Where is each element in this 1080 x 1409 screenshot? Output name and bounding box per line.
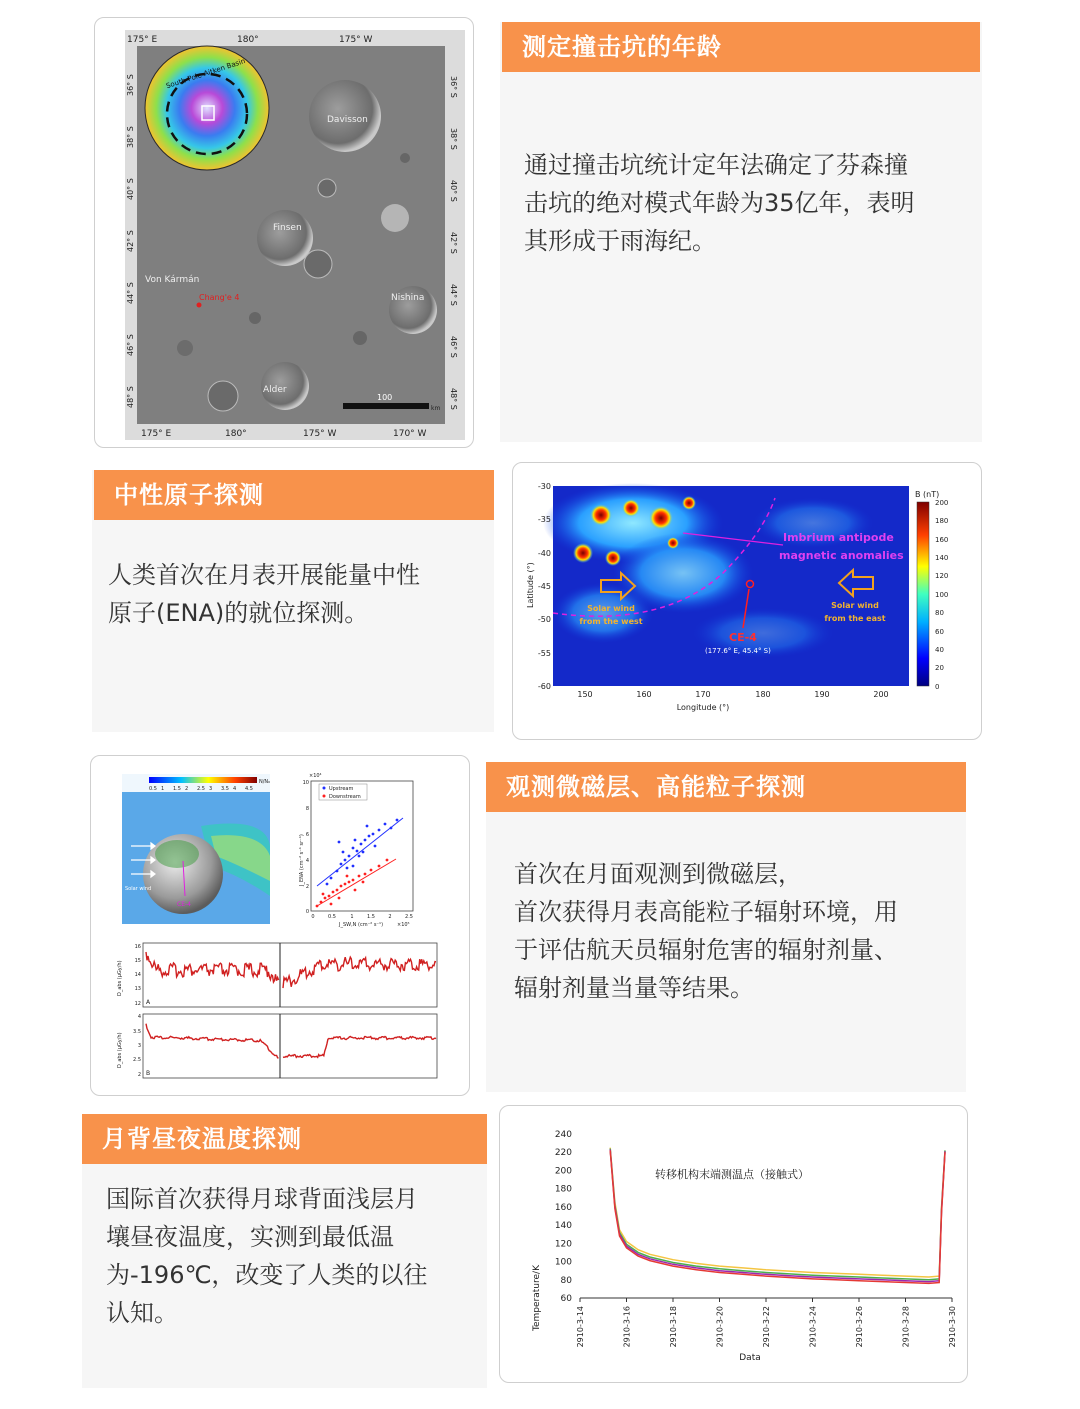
scatter-ytick: 10	[302, 780, 309, 786]
scatter-point-downstream	[328, 895, 331, 898]
ts2-ytick: 2.5	[133, 1057, 141, 1063]
lat-tick: 44° S	[449, 284, 458, 306]
scatter-xtick: 1	[350, 914, 354, 920]
y-tick-label: 140	[554, 1221, 572, 1232]
colorbar-tick: 120	[935, 572, 949, 580]
scatter-point-downstream	[348, 881, 351, 884]
sim-tick: 1.5	[173, 786, 181, 792]
ts2-ylabel: D_abs (μGy/h)	[117, 1032, 123, 1068]
section-4-title: 月背昼夜温度探测	[82, 1114, 487, 1164]
scatter-point-upstream	[340, 863, 343, 866]
scatter-point-downstream	[330, 903, 333, 906]
scatter-point-upstream	[344, 859, 347, 862]
colorbar-tick: 160	[935, 536, 949, 544]
text-line: 首次在月面观测到微磁层，	[514, 860, 802, 888]
map-top-tick: 175° E	[127, 35, 158, 45]
x-tick: 160	[636, 690, 652, 699]
map-bottom-tick: 170° W	[393, 429, 427, 439]
scatter-point-upstream	[374, 845, 377, 848]
x-tick: 190	[814, 690, 830, 699]
colorbar-tick: 40	[935, 646, 944, 654]
x-tick: 170	[695, 690, 711, 699]
lat-tick: 36° S	[126, 74, 135, 96]
micro-figure-svg	[91, 756, 470, 1096]
section-3-text	[514, 855, 960, 1007]
sim-wind-label: Solar wind	[125, 886, 152, 892]
y-tick: -55	[537, 649, 551, 658]
moon-map-svg	[95, 18, 474, 448]
chart-ylabel: Temperature/K	[532, 1265, 542, 1331]
scatter-xtick: 0.5	[328, 914, 336, 920]
scatter-point-downstream	[322, 893, 325, 896]
y-tick: -40	[537, 549, 551, 558]
sim-colorbar-unit: N/N₀	[259, 779, 271, 785]
text-line: 击坑的绝对模式年龄为35亿年，表明	[524, 189, 915, 217]
x-ticks	[577, 690, 888, 699]
scatter-ytick: 2	[305, 884, 309, 890]
ts2-ytick: 4	[137, 1014, 141, 1020]
magnetic-map-svg	[513, 463, 982, 740]
ts1-yticks	[135, 944, 141, 1007]
y-tick-label: 100	[554, 1257, 572, 1268]
x-tick-label: 2910-3-20	[715, 1306, 725, 1348]
lat-tick: 42° S	[126, 230, 135, 252]
scatter-point-downstream	[364, 873, 367, 876]
y-tick: -35	[537, 515, 551, 524]
y-tick-label: 180	[554, 1184, 572, 1195]
chart-title: 转移机构末端测温点（接触式）	[655, 1168, 809, 1181]
map-bottom-tick: 175° E	[141, 429, 172, 439]
scatter-point-downstream	[358, 875, 361, 878]
scatter-xexp: ×10⁵	[397, 922, 410, 928]
scatter-xtick: 2.5	[405, 914, 413, 920]
text-line: 其形成于雨海纪。	[524, 227, 716, 255]
map-bottom-tick: 175° W	[303, 429, 337, 439]
x-tick-label: 2910-3-24	[808, 1306, 818, 1348]
ts1-ytick: 13	[134, 986, 141, 992]
ce4-label: CE-4	[729, 631, 757, 644]
ts2-ytick: 3.5	[133, 1029, 141, 1035]
y-tick: -45	[537, 582, 551, 591]
scatter-point-downstream	[378, 865, 381, 868]
crater-davisson: Davisson	[327, 115, 368, 125]
ts1-ytick: 16	[134, 944, 141, 950]
section-2-title: 中性原子探测	[94, 470, 494, 520]
y-tick-label: 220	[554, 1148, 572, 1159]
y-tick: -30	[537, 482, 551, 491]
scatter-point-downstream	[386, 859, 389, 862]
text-line: 人类首次在月表开展能量中性	[108, 561, 420, 589]
scale-label: 100	[377, 393, 393, 402]
map-top-tick: 180°	[237, 35, 259, 45]
ts2-ytick: 2	[137, 1072, 141, 1078]
scatter-ylabel: J_ENA (cm⁻² s⁻¹ sr⁻¹)	[299, 834, 305, 886]
scatter-point-downstream	[324, 897, 327, 900]
crater-nishina: Nishina	[391, 293, 425, 303]
x-tick-label: 2910-3-14	[576, 1306, 585, 1348]
scatter-xtick: 0	[311, 914, 315, 920]
ce4-coord: (177.6° E, 45.4° S)	[705, 647, 771, 655]
scatter-xticks	[311, 914, 413, 920]
temperature-chart	[500, 1106, 968, 1383]
colorbar-tick: 140	[935, 554, 949, 562]
scatter-point-upstream	[346, 867, 349, 870]
text-line: 认知。	[106, 1299, 178, 1327]
sim-tick: 2	[185, 786, 189, 792]
y-tick: -50	[537, 615, 551, 624]
text-line: 国际首次获得月球背面浅层月	[106, 1185, 418, 1213]
scatter-point-downstream	[370, 869, 373, 872]
scatter-point-upstream	[368, 835, 371, 838]
sim-tick: 3.5	[221, 786, 229, 792]
lat-tick: 48° S	[449, 388, 458, 410]
anomaly-label: Imbrium antipode	[783, 531, 894, 544]
scatter-point-upstream	[338, 841, 341, 844]
scatter-point-upstream	[372, 833, 375, 836]
sim-tick: 0.5	[149, 786, 157, 792]
crater-finsen: Finsen	[273, 223, 302, 233]
x-tick-label: 2910-3-22	[762, 1306, 771, 1348]
scatter-exp: ×10⁴	[309, 773, 322, 779]
scatter-point-downstream	[332, 891, 335, 894]
lat-tick: 46° S	[126, 334, 135, 356]
y-tick-label: 120	[554, 1239, 572, 1250]
scatter-point-upstream	[396, 819, 399, 822]
crater-alder: Alder	[263, 385, 287, 395]
inset-label: South Pole-Aitken Basin	[165, 57, 247, 91]
map-bottom-tick: 180°	[225, 429, 247, 439]
lat-tick: 38° S	[126, 126, 135, 148]
section-2-text	[108, 556, 488, 632]
scatter-point-upstream	[356, 850, 359, 853]
temperature-chart-frame	[499, 1105, 968, 1383]
lat-tick: 46° S	[449, 336, 458, 358]
site-label: Chang'e 4	[199, 293, 240, 302]
scatter-point-upstream	[352, 847, 355, 850]
lat-tick: 44° S	[126, 282, 135, 304]
scatter-point-downstream	[340, 885, 343, 888]
scatter-point-upstream	[354, 839, 357, 842]
scatter-point-upstream	[326, 883, 329, 886]
scatter-ytick: 8	[305, 806, 309, 812]
scatter-ytick: 0	[305, 909, 309, 915]
ts2-ytick: 3	[137, 1043, 141, 1049]
ts1-ytick: 14	[134, 972, 141, 978]
colorbar-tick: 0	[935, 683, 940, 691]
scatter-point-downstream	[344, 883, 347, 886]
legend-downstream: Downstream	[329, 794, 361, 800]
sim-tick: 4	[233, 786, 237, 792]
crater-von-karman: Von Kármán	[145, 275, 200, 285]
sim-tick: 4.5	[245, 786, 253, 792]
section-4-text	[106, 1180, 481, 1332]
ts1-letter: A	[146, 999, 151, 1006]
y-tick-label: 160	[554, 1202, 572, 1213]
text-line: 壤昼夜温度，实测到最低温	[106, 1223, 394, 1251]
scatter-point-downstream	[362, 881, 365, 884]
lat-tick: 38° S	[449, 128, 458, 150]
y-tick-label: 80	[560, 1275, 572, 1286]
lat-tick: 36° S	[449, 76, 458, 98]
sim-tick: 2.5	[197, 786, 205, 792]
moon-map-figure	[94, 17, 474, 448]
scatter-point-upstream	[352, 865, 355, 868]
x-tick: 150	[577, 690, 593, 699]
colorbar-ticks	[935, 499, 948, 691]
ts1-ytick: 15	[134, 958, 141, 964]
colorbar-tick: 20	[935, 664, 944, 672]
colorbar-tick: 60	[935, 628, 944, 636]
section-3-title: 观测微磁层、高能粒子探测	[486, 762, 966, 812]
scatter-point-downstream	[352, 879, 355, 882]
text-line: 于评估航天员辐射危害的辐射剂量、	[514, 936, 898, 964]
scatter-point-upstream	[342, 851, 345, 854]
scatter-point-upstream	[330, 877, 333, 880]
chart-xlabel: Data	[739, 1353, 761, 1363]
scatter-point-downstream	[336, 889, 339, 892]
scatter-point-downstream	[346, 875, 349, 878]
text-line: 通过撞击坑统计定年法确定了芬森撞	[524, 151, 908, 179]
ts1-ylabel: D_abs (μGy/h)	[117, 960, 123, 996]
wind-west-label: from the west	[579, 617, 643, 626]
x-tick-label: 2910-3-18	[669, 1306, 678, 1348]
x-tick: 200	[873, 690, 889, 699]
scatter-point-upstream	[378, 829, 381, 832]
wind-west-label: Solar wind	[587, 604, 635, 613]
lat-tick: 48° S	[126, 386, 135, 408]
colorbar-tick: 180	[935, 517, 949, 525]
y-tick-label: 60	[560, 1294, 572, 1304]
chart-axes	[555, 1130, 957, 1347]
sim-tick: 1	[161, 786, 165, 792]
legend-upstream: Upstream	[329, 786, 354, 792]
micro-magnetosphere-figure	[90, 755, 470, 1096]
y-tick-label: 240	[554, 1130, 572, 1140]
text-line: 首次获得月表高能粒子辐射环境，用	[514, 898, 898, 926]
y-axis-label: Latitude (°)	[526, 562, 535, 608]
scatter-ytick: 4	[305, 858, 309, 864]
colorbar-tick: 100	[935, 591, 949, 599]
scatter-point-upstream	[384, 823, 387, 826]
x-tick: 180	[755, 690, 771, 699]
x-tick-label: 2910-3-30	[948, 1306, 957, 1348]
wind-east-label: Solar wind	[831, 601, 879, 610]
x-tick-label: 2910-3-28	[901, 1306, 911, 1348]
wind-east-label: from the east	[824, 614, 886, 623]
ts2-yticks	[133, 1014, 141, 1078]
scatter-point-downstream	[354, 889, 357, 892]
lat-tick: 42° S	[449, 232, 458, 254]
scatter-xtick: 1.5	[367, 914, 375, 920]
lat-tick: 40° S	[449, 180, 458, 202]
sim-tick: 3	[209, 786, 213, 792]
scatter-point-upstream	[360, 843, 363, 846]
x-axis-label: Longitude (°)	[676, 703, 730, 712]
scatter-point-upstream	[366, 825, 369, 828]
section-1-text	[524, 146, 974, 260]
scatter-ytick: 6	[305, 832, 309, 838]
ts1-ytick: 12	[134, 1001, 141, 1007]
text-line: 辐射剂量当量等结果。	[514, 974, 754, 1002]
scatter-point-upstream	[358, 855, 361, 858]
anomaly-label: magnetic anomalies	[779, 549, 904, 562]
x-tick-label: 2910-3-16	[622, 1306, 632, 1348]
y-tick-label: 200	[554, 1166, 572, 1177]
scatter-point-upstream	[348, 855, 351, 858]
scatter-point-downstream	[338, 897, 341, 900]
scatter-xlabel: J_SW,N (cm⁻² s⁻¹)	[339, 922, 384, 928]
map-top-tick: 175° W	[339, 35, 373, 45]
colorbar-tick: 200	[935, 499, 949, 507]
scatter-point-upstream	[364, 839, 367, 842]
ts2-letter: B	[146, 1070, 151, 1077]
scale-unit: km	[431, 405, 441, 412]
colorbar-title: B (nT)	[915, 490, 940, 499]
section-1-title: 测定撞击坑的年龄	[502, 22, 980, 72]
text-line: 为-196℃，改变了人类的以往	[106, 1261, 428, 1289]
colorbar-tick: 80	[935, 609, 944, 617]
y-tick: -60	[537, 682, 551, 691]
magnetic-anomaly-figure	[512, 462, 982, 740]
x-tick-label: 2910-3-26	[855, 1306, 864, 1348]
text-line: 原子(ENA)的就位探测。	[108, 599, 369, 627]
scatter-xtick: 2	[388, 914, 392, 920]
sim-site-label: CE-4	[177, 901, 191, 908]
lat-tick: 40° S	[126, 178, 135, 200]
